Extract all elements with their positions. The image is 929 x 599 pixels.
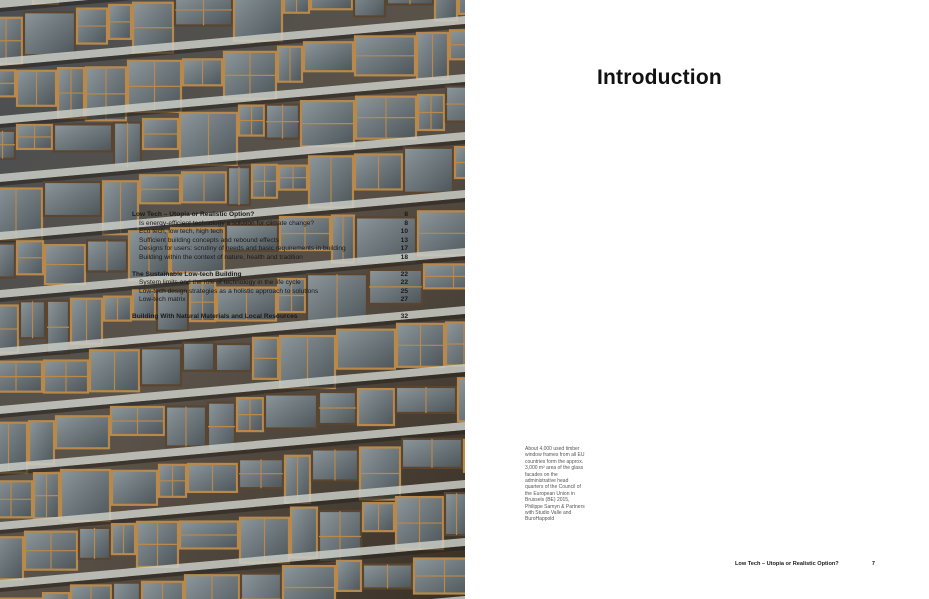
window-frame: [29, 421, 54, 464]
toc-entry[interactable]: [132, 245, 408, 254]
window-frame: [458, 378, 465, 421]
toc-entry[interactable]: [132, 220, 408, 229]
toc-heading-label: The Sustainable Low-tech Building: [132, 270, 242, 278]
window-frame: [304, 42, 353, 71]
window-frame: [216, 344, 251, 371]
toc-entry-label: Building within the context of nature, health and tradition: [139, 253, 303, 261]
toc-page-number: 17: [400, 245, 408, 253]
window-frame: [241, 574, 281, 599]
toc-entry-label: Sufficient building concepts and rebound effects: [139, 236, 279, 244]
window-frame: [283, 566, 335, 599]
toc-entry-label: Low-tech design strategies as a holistic approach to solutions: [139, 287, 319, 295]
toc-page-number: 8: [404, 211, 408, 218]
toc-entry[interactable]: [132, 279, 408, 288]
toc-entry[interactable]: [132, 288, 408, 297]
window-frame: [358, 389, 394, 425]
toc-entry[interactable]: [132, 296, 408, 305]
toc-section-heading[interactable]: [132, 313, 408, 322]
toc-section: [132, 271, 408, 305]
window-frame: [265, 394, 317, 428]
toc-entry[interactable]: [132, 228, 408, 237]
page-title: Introduction: [597, 66, 722, 89]
window-frame: [24, 12, 75, 55]
toc-entry-label: Is energy-efficient technology a solution for climate change?: [139, 219, 315, 227]
photo-caption: About 4,000 used timber window frames from all EU countries form the approx. 3,000 m² area of the glass facades on the administrative head quarters of the Council of the European Union in Brussels (BE) 2015, Philippe Samyn & Partners with Studio Valle and BuroHappold: [525, 446, 585, 523]
window-frame: [337, 561, 361, 591]
toc-page-number: 25: [400, 287, 408, 295]
toc-entry-label: Low-tech matrix: [139, 296, 186, 304]
toc-heading-label: Building With Natural Materials and Local Resources: [132, 312, 298, 320]
window-frame: [183, 343, 214, 371]
window-frame: [0, 244, 15, 278]
toc-entry[interactable]: [132, 254, 408, 263]
window-frame: [337, 330, 395, 369]
window-frame: [291, 508, 317, 558]
running-title: Low Tech – Utopia or Realistic Option?: [735, 561, 839, 567]
toc-page-number: 27: [400, 296, 408, 304]
page-footer: [735, 561, 875, 567]
toc-section-heading[interactable]: [132, 211, 408, 220]
window-frame: [54, 124, 112, 151]
page-number: 7: [871, 561, 875, 567]
toc-entry-label: Eco tech, low tech, high tech: [139, 228, 223, 236]
window-frame: [43, 593, 69, 599]
toc-entry[interactable]: [132, 237, 408, 246]
window-frame: [0, 537, 23, 579]
toc-page-number: 10: [400, 228, 408, 236]
window-frame: [56, 416, 109, 448]
toc-heading-label: Low Tech – Utopia or Realistic Option?: [132, 211, 255, 218]
toc-section: [132, 313, 408, 322]
toc-entry-label: System limits and the role of technology in the life cycle: [139, 279, 301, 287]
table-of-contents: [132, 211, 408, 330]
window-frame: [112, 471, 157, 505]
toc-section: [132, 211, 408, 263]
toc-page-number: 18: [400, 253, 408, 261]
window-frame: [44, 182, 101, 216]
toc-page-number: 22: [400, 279, 408, 287]
window-frame: [113, 583, 140, 599]
toc-page-number: 13: [400, 236, 408, 244]
toc-section-heading[interactable]: [132, 271, 408, 280]
toc-entry-label: Designs for users: scrutiny of needs and basic requirements in building: [139, 245, 346, 253]
toc-page-number: 22: [400, 270, 408, 278]
toc-page-number: 8: [404, 219, 408, 227]
window-frame: [311, 0, 352, 9]
window-frame: [404, 148, 453, 193]
toc-page-number: 32: [400, 312, 408, 320]
window-frame: [445, 493, 465, 535]
window-frame: [141, 348, 181, 385]
window-frame: [354, 0, 385, 16]
